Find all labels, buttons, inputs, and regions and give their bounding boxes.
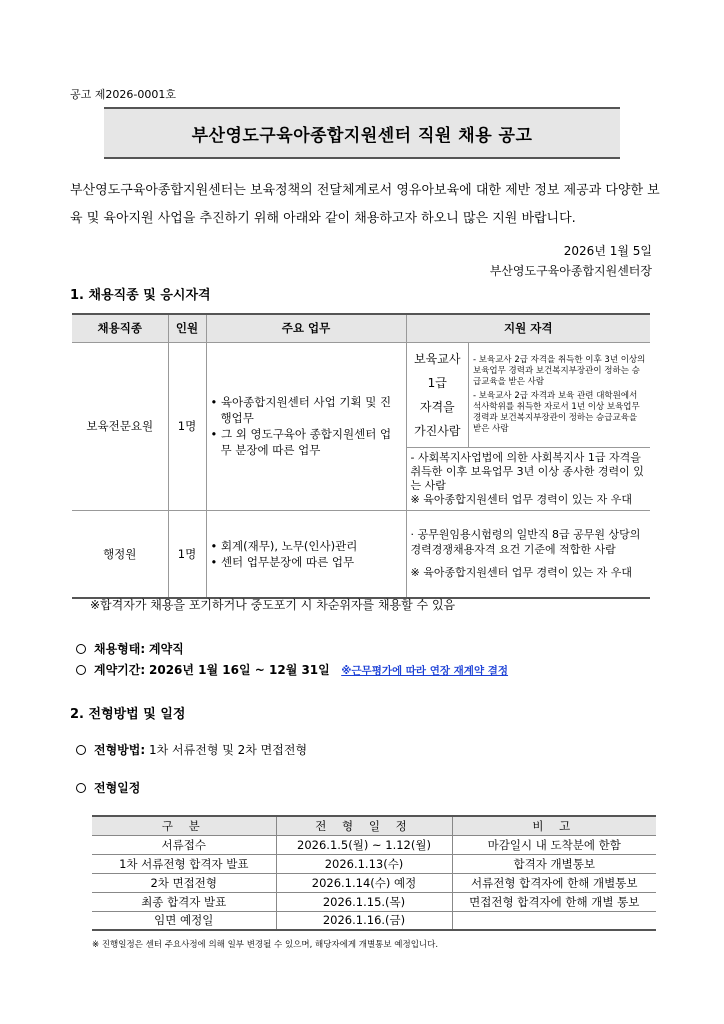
circle-bullet-icon xyxy=(76,783,86,793)
job-duties xyxy=(206,510,406,598)
job-table-header xyxy=(72,314,650,342)
qualification-label: 보육교사 1급 자격을 가진사람 xyxy=(407,343,469,448)
page-title: 부산영도구육아종합지원센터 직원 채용 공고 xyxy=(191,125,533,146)
table-row: 임면 예정일 2026.1.16.(금) xyxy=(92,911,656,930)
table-row xyxy=(72,510,650,598)
table-row: 2차 면접전형 2026.1.14(수) 예정 서류전형 합격자에 한해 개별통보 xyxy=(92,873,656,892)
schedule-header-date: 전 형 일 정 xyxy=(276,816,452,835)
section-1-heading: 1. 채용직종 및 응시자격 xyxy=(70,288,211,303)
qualification-a: - 보육교사 2급 자격을 취득한 이후 3년 이상의 보육업무 경력과 보건복지부장관이 정하는 승급교육을 받은 사람 xyxy=(473,354,646,387)
contract-period: 계약기간: 2026년 1월 16일 ~ 12월 31일 ※근무평가에 따라 연장 재계약 결정 xyxy=(76,661,508,678)
job-table xyxy=(72,313,650,599)
duty-item: • 회계(재무), 노무(인사)관리 xyxy=(210,538,358,553)
table-row xyxy=(72,342,650,510)
schedule-table xyxy=(92,815,656,931)
intro-paragraph: 부산영도구육아종합지원센터는 보육정책의 전달체계로서 영유아보육에 대한 제반 정보 제공과 다양한 보육 및 육아지원 사업을 추진하기 위해 아래와 같이 채용하고자 하오니 많은 지원 바랍니다. xyxy=(70,183,660,226)
job-name: 보육전문요원 xyxy=(72,342,168,510)
header-count: 인원 xyxy=(168,314,206,342)
circle-bullet-icon xyxy=(76,745,86,755)
header-duties: 주요 업무 xyxy=(206,314,406,342)
selection-method: 전형방법: 1차 서류전형 및 2차 면접전형 xyxy=(76,741,307,758)
header-qualification: 지원 자격 xyxy=(406,314,650,342)
qualification-preference: ※ 육아종합지원센터 업무 경력이 있는 자 우대 xyxy=(410,566,632,580)
table-row: 1차 서류전형 합격자 발표 2026.1.13(수) 합격자 개별통보 xyxy=(92,854,656,873)
schedule-header xyxy=(92,816,656,835)
section-2-heading: 2. 전형방법 및 일정 xyxy=(70,707,186,722)
schedule-heading: 전형일정 xyxy=(76,779,140,796)
replacement-note: ※합격자가 채용을 포기하거나 중도포기 시 차순위자를 채용할 수 있음 xyxy=(90,598,456,612)
title-box xyxy=(104,107,620,159)
table-row: 서류접수 2026.1.5(월) ~ 1.12(월) 마감일시 내 도착분에 한함 xyxy=(92,835,656,854)
job-duties xyxy=(206,342,406,510)
circle-bullet-icon xyxy=(76,644,86,654)
circle-bullet-icon xyxy=(76,665,86,675)
qualification-inner xyxy=(407,343,651,510)
schedule-header-remark: 비 고 xyxy=(452,816,656,835)
job-count: 1명 xyxy=(168,510,206,598)
schedule-footnote: ※ 진행일정은 센터 주요사정에 의해 일부 변경될 수 있으며, 해당자에게 개별통보 예정입니다. xyxy=(92,940,439,950)
qualification-preference: ※ 육아종합지원센터 업무 경력이 있는 자 우대 xyxy=(410,492,632,506)
issuer: 부산영도구육아종합지원센터장 xyxy=(489,264,652,278)
job-qualification xyxy=(406,510,650,598)
qualification-c: - 사회복지사업법에 의한 사회복지사 1급 자격을 취득한 이후 보육업무 3년 이상 종사한 경력이 있는 사람 xyxy=(410,450,644,492)
employment-type: 채용형태: 계약직 xyxy=(76,640,184,657)
contract-extension-note: ※근무평가에 따라 연장 재계약 결정 xyxy=(341,665,509,677)
duty-item: • 센터 업무분장에 따른 업무 xyxy=(210,554,355,569)
duty-item: • 그 외 영도구육아 종합지원센터 업무 분장에 따른 업무 xyxy=(210,427,392,457)
notice-date: 2026년 1월 5일 xyxy=(563,244,652,258)
job-count: 1명 xyxy=(168,342,206,510)
job-name: 행정원 xyxy=(72,510,168,598)
table-row: 최종 합격자 발표 2026.1.15.(목) 면접전형 합격자에 한해 개별 통보 xyxy=(92,892,656,911)
schedule-header-category: 구 분 xyxy=(92,816,276,835)
qualification-a: · 공무원임용시험령의 일반직 8급 공무원 상당의 경력경쟁채용자격 요건 기준에 적합한 사람 xyxy=(410,528,641,557)
qualification-b: - 보육교사 2급 자격과 보육 관련 대학원에서 석사학위를 취득한 자로서 1년 이상 보육업무 경력과 보건복지부장관이 정하는 승급교육을 받은 사람 xyxy=(473,390,640,434)
header-job: 채용직종 xyxy=(72,314,168,342)
notice-number: 공고 제2026-0001호 xyxy=(70,88,176,101)
job-qualification xyxy=(406,342,650,510)
duty-item: • 육아종합지원센터 사업 기획 및 진행업무 xyxy=(210,395,392,425)
